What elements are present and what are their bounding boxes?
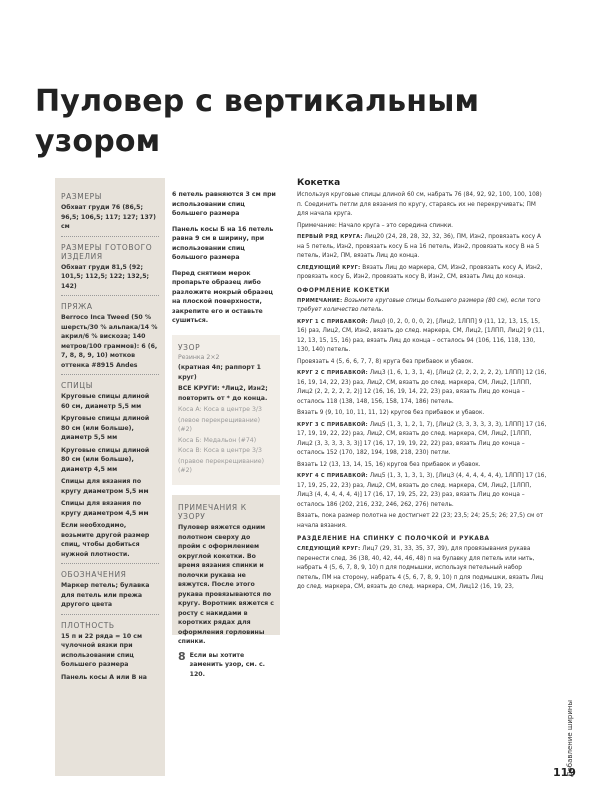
subsection-heading: ОФОРМЛЕНИЕ КОКЕТКИ bbox=[297, 287, 390, 294]
subsection-heading: РАЗДЕЛЕНИЕ НА СПИНКУ С ПОЛОЧКОЙ И РУКАВА bbox=[297, 536, 490, 542]
round-text: Вязать Лиц до маркера, СМ, Изн2, провязать косу А, Изн2, провязать косу Б, Изн2, провязать косу В, Изн2, СМ, вязать Лиц до конца. bbox=[297, 264, 543, 280]
title-line-2: узором bbox=[35, 124, 161, 159]
gauge-text: 15 п и 22 ряда = 10 см чулочной вязки при использовании спиц большего размера bbox=[61, 632, 143, 668]
needles-item: Спицы для вязания по кругу диаметром 5,5 мм bbox=[61, 478, 149, 495]
chapter-tab: Добавление ширины bbox=[566, 700, 574, 777]
yarn-title: ПРЯЖА bbox=[61, 302, 93, 311]
note-text: Возьмите круговые спицы большего размера (80 см), если того требует количество петель. bbox=[297, 297, 541, 313]
needles-item: Спицы для вязания по кругу диаметром 4,5 мм bbox=[61, 500, 149, 517]
pattern-box bbox=[172, 335, 280, 485]
pattern-subtitle: Резинка 2×2 bbox=[178, 354, 220, 361]
round-text: Лиц7 (29, 31, 33, 35, 37, 39), для провязывания рукава перенести след. 36 (38, 40, 42, 44, 46, 48) п на булавку для петель или нить, набрать 4 (5, 6, 7, 8, 9, 10) п для подмышки, используя петельный набор петель, ПМ на сторону, набрать 4 (5, 6, 7, 8, 9, 10) п для подмышки, вязать Лиц до след. маркера, СМ, вязать до след. маркера, СМ, Лиц12 (16, 19, 23, bbox=[297, 546, 544, 590]
section-heading: Кокетка bbox=[297, 178, 341, 188]
divider bbox=[61, 563, 159, 564]
instruction-paragraph bbox=[297, 472, 547, 510]
cable-a-sub: (левое перекрещивание) (#2) bbox=[178, 416, 261, 433]
round-label: КРУГ 1 С ПРИБАВКОЙ: bbox=[297, 318, 368, 325]
gauge-cont-2: Панель косы Б на 16 петель равна 9 см в ширину, при использовании спиц большого размера bbox=[172, 225, 274, 261]
round-text: Лиц5 (1, 3, 1, 3, 1, 3), [Лиц3 (4, 4, 4, 4, 4, 4), 1ЛПП] 17 (16, 17, 19, 25, 22, 23) раз, Лиц2, СМ, вязать до след. маркера, СМ, Лиц2, [1ЛПП, Лиц3 (4, 4, 4, 4, 4, 4)] 17 (16, 17, 19, 25, 22, 23) раз, вязать Лиц до конца – осталось 186 (202, 216, 232, 246, 262, 276) петель. bbox=[297, 473, 547, 508]
instruction-paragraph bbox=[297, 545, 547, 593]
instruction-paragraph: Примечание: Начало круга – это середина спинки. bbox=[297, 222, 453, 229]
cable-c-sub: (правое перекрещивание) (#2) bbox=[178, 457, 265, 474]
round-text: Лиц5 (1, 3, 1, 2, 1, 7), [Лиц2 (3, 3, 3, 3, 3, 3), 1ЛПП] 17 (16, 17, 19, 19, 22, 22) раз, Лиц2, СМ, вязать до след. маркера, СМ, Лиц2, [1ЛПП, Лиц2 (3, 3, 3, 3, 3, 3)] 17 (16, 17, 19, 19, 22, 22) раз, вязать Лиц до конца – осталось 152 (170, 182, 194, 198, 218, 230) петли. bbox=[297, 421, 547, 456]
cable-a: Коса А: Коса в центре 3/3 bbox=[178, 406, 262, 413]
notes-title: ПРИМЕЧАНИЯ К УЗОРУ bbox=[178, 503, 247, 521]
tip-text: Если вы хотите заменить узор, см. с. 120. bbox=[189, 651, 266, 678]
instruction-paragraph bbox=[297, 421, 547, 459]
gauge-text: Панель косы А или В на bbox=[61, 673, 147, 681]
title-line-1: Пуловер с вертикальным bbox=[35, 84, 480, 119]
divider bbox=[61, 614, 159, 615]
instruction-paragraph: Провязать 4 (5, 6, 6, 7, 7, 8) круга без прибавок и убавок. bbox=[297, 358, 474, 365]
notions-text: Маркер петель; булавка для петель или прежа другого цвета bbox=[61, 582, 150, 608]
gauge-title: ПЛОТНОСТЬ bbox=[61, 620, 115, 630]
instruction-paragraph: Вязать 12 (13, 13, 14, 15, 16) кругов без прибавок и убавок. bbox=[297, 461, 481, 468]
round-text: Лиц0 (0, 2, 0, 0, 0, 2), [Лиц2, 1ЛПП] 9 (11, 12, 13, 15, 15, 16) раз, Лиц2, СМ, Изн2, вязать до след. маркера, СМ, Лиц2, [1ЛПП, Лиц2] 9 (11, 12, 13, 15, 15, 16) раз, вязать Лиц до конца – осталось 94 (106, 116, 118, 130, 130, 140) петель. bbox=[297, 318, 545, 353]
notes-text: Пуловер вяжется одним полотном сверху до пройм с оформлением округлой кокетки. Во время вязания спинки и полочки рукава не вяжутся. После этого рукава провязываются по кругу. Воротник вяжется с росту с накидами в коротких рядах для оформления горловины спинки. bbox=[178, 524, 274, 645]
instruction-paragraph bbox=[297, 233, 547, 262]
sizes-title: РАЗМЕРЫ bbox=[61, 192, 103, 201]
tip-icon: 8 bbox=[178, 649, 186, 663]
finished-size-text: Обхват груди 81,5 (92; 101,5; 112,5; 122; 132,5; 142) bbox=[61, 263, 149, 290]
instruction-paragraph: Вязать, пока размер полотна не достигнет 22 (23; 23,5; 24; 25,5; 26; 27,5) см от начала вязания. bbox=[297, 513, 544, 529]
instructions bbox=[297, 178, 547, 595]
gauge-cont-1: 6 петель равняются 3 см при использовании спиц большего размера bbox=[172, 191, 276, 217]
instruction-paragraph bbox=[297, 264, 547, 283]
note-label: ПРИМЕЧАНИЕ: bbox=[297, 297, 343, 304]
instruction-paragraph bbox=[297, 318, 547, 356]
finished-size-title: РАЗМЕРЫ ГОТОВОГО ИЗДЕЛИЯ bbox=[61, 242, 153, 261]
needles-title: СПИЦЫ bbox=[61, 381, 93, 390]
cable-c: Коса В: Коса в центре 3/3 bbox=[178, 447, 262, 454]
round-text: Лиц20 (24, 28, 28, 32, 32, 36), ПМ, Изн2, провязать косу А на 5 петель, Изн2, провязать косу Б на 16 петель, Изн2, провязать косу В на 5 петель, Изн2, ПМ, вязать Лиц до конца. bbox=[297, 234, 541, 259]
notions-title: ОБОЗНАЧЕНИЯ bbox=[61, 570, 127, 579]
page-number: 119 bbox=[553, 766, 576, 779]
needles-item: Круговые спицы длиной 60 см, диаметр 5,5 мм bbox=[61, 393, 150, 410]
needles-item: Круговые спицы длиной 80 см (или больше), диаметр 4,5 мм bbox=[61, 446, 150, 473]
specs-panel bbox=[55, 178, 165, 776]
sizes-text: Обхват груди 76 (86,5; 96,5; 106,5; 117; 127; 137) см bbox=[61, 204, 156, 230]
tip bbox=[178, 651, 274, 680]
notes-box bbox=[172, 495, 280, 678]
divider bbox=[61, 374, 159, 375]
round-label: СЛЕДУЮЩИЙ КРУГ: bbox=[297, 264, 361, 271]
round-label: СЛЕДУЮЩИЙ КРУГ: bbox=[297, 546, 361, 552]
pattern-title: УЗОР bbox=[178, 343, 201, 352]
gauge-continued bbox=[172, 190, 280, 332]
divider bbox=[61, 236, 159, 237]
instruction-paragraph bbox=[297, 369, 547, 407]
round-label: КРУГ 2 С ПРИБАВКОЙ: bbox=[297, 370, 368, 376]
pattern-rounds: ВСЕ КРУГИ: *Лиц2, Изн2; повторить от * до конца. bbox=[178, 385, 268, 402]
needles-note: Если необходимо, возьмите другой размер спиц, чтобы добиться нужной плотности. bbox=[61, 522, 150, 558]
round-label: КРУГ 3 С ПРИБАВКОЙ: bbox=[297, 421, 368, 428]
needles-item: Круговые спицы длиной 80 см (или больше), диаметр 5,5 мм bbox=[61, 415, 150, 441]
round-text: Лиц3 (1, 6, 1, 3, 1, 4), [Лиц2 (2, 2, 2, 2, 2, 2), 1ЛПП] 12 (16, 16, 19, 14, 22, 23) раз, Лиц2, СМ, вязать до след. маркера, СМ, Лиц2, [1ЛПП, Лиц2 (2, 2, 2, 2, 2, 2)] 12 (16, 16, 19, 14, 22, 23) раз, вязать Лиц до конца – осталось 118 (138, 148, 156, 158, 174, 186) петель. bbox=[297, 370, 547, 405]
pattern-repeat: (кратная 4п; раппорт 1 круг) bbox=[178, 364, 261, 381]
instruction-paragraph: Используя круговые спицы длиной 60 см, набрать 76 (84, 92, 92, 100, 100, 108) п. Соединить петли для вязания по кругу, стараясь их не перекручивать; ПМ для начала круга. bbox=[297, 192, 542, 217]
round-label: ПЕРВЫЙ РЯД КРУГА: bbox=[297, 234, 363, 240]
yarn-text: Berroco Inca Tweed (50 % шерсть/30 % альпака/14 % акрил/6 % вискоза; 140 метров/100 граммов): 6 (6, 7, 8, 8, 9, 10) мотков оттенка #8915 Andes bbox=[61, 314, 158, 369]
gauge-cont-3: Перед снятием мерок пропарьте образец либо разложите мокрый образец на плоской поверхности, закрепите его и оставьте сушиться. bbox=[172, 269, 273, 324]
cable-b: Коса Б: Медальон (#74) bbox=[178, 436, 257, 444]
instruction-paragraph: Вязать 9 (9, 10, 10, 11, 11, 12) кругов без прибавок и убавок. bbox=[297, 410, 485, 416]
divider bbox=[61, 295, 159, 296]
instruction-paragraph bbox=[297, 297, 547, 316]
page-title bbox=[35, 82, 479, 162]
round-label: КРУГ 4 С ПРИБАВКОЙ: bbox=[297, 473, 368, 479]
